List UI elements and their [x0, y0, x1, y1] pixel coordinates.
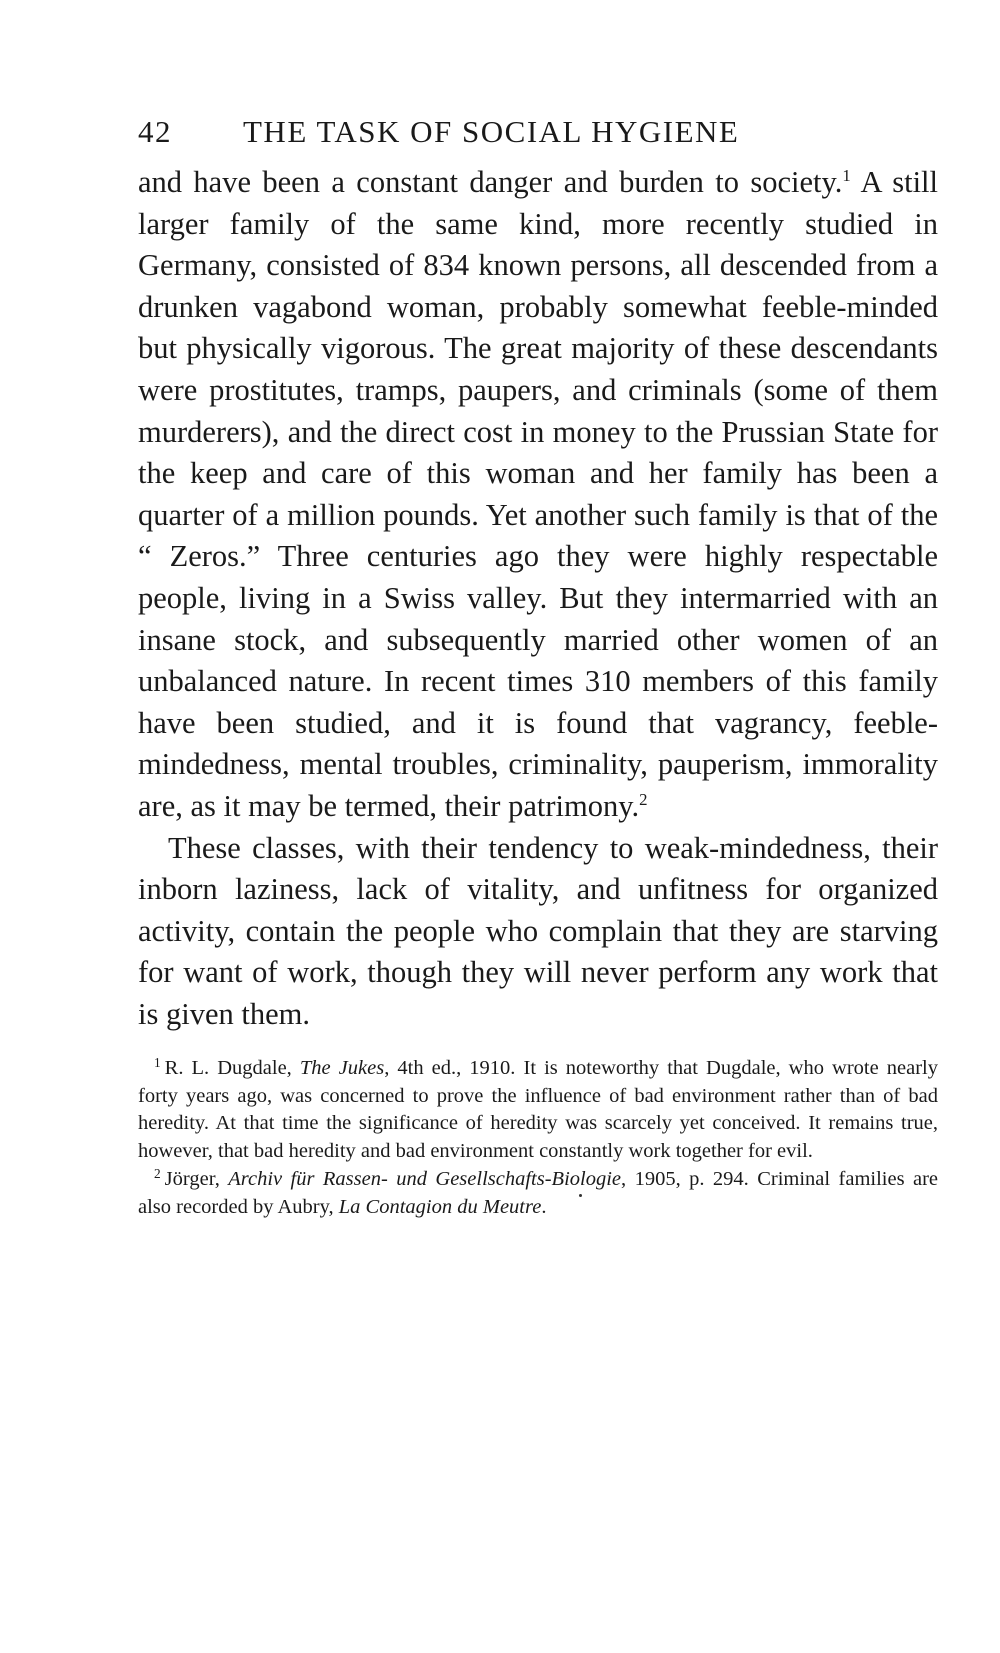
- footnote-reference: 1: [842, 165, 851, 185]
- footnote-text: Jörger,: [164, 1168, 229, 1191]
- paragraph: These classes, with their tendency to weak-mindedness, their inborn laziness, lack of vitality, and unfitness for organized activity, contain the people who complain that they are starving for want of work, though they will never perform any work that is given them.: [138, 830, 938, 1031]
- footnote-mark: 1: [154, 1054, 161, 1070]
- book-page: [138, 108, 938, 1221]
- footnote-text: .: [541, 1195, 547, 1218]
- footnote-1: [138, 1055, 938, 1165]
- footnote-reference: 2: [639, 789, 648, 809]
- paragraph: [138, 162, 938, 828]
- footnote-mark: 2: [154, 1165, 161, 1181]
- ink-speck: [579, 1194, 582, 1197]
- footnote-text: , 4th ed., 1910. It is noteworthy that Dugdale, who wrote nearly forty years ago, was concerned to prove the influence of bad environment rather than of bad heredity. At that time the significance of heredity was scarcely yet conceived. It remains true, however, that bad heredity and bad environment constantly work together for evil.: [138, 1057, 938, 1162]
- paragraph-text: A still larger family of the same kind, more recently studied in Germany, consisted of 834 known persons, all descended from a drunken vagabond woman, probably somewhat feeble-minded but physically vigorous. The great majority of these descendants were prostitutes, tramps, paupers, and criminals (some of them murderers), and the direct cost in money to the Prussian State for the keep and care of this woman and her family has been a quarter of a million pounds. Yet another such family is that of the “ Zeros.” Three centuries ago they were highly respectable people, living in a Swiss valley. But they intermarried with an insane stock, and subsequently married other women of an unbalanced nature. In recent times 310 members of this family have been studied, and it is found that vagrancy, feeble-mindedness, mental troubles, criminality, pauperism, immorality are, as it may be termed, their patrimony.: [138, 165, 938, 823]
- footnote-text: R. L. Dugdale,: [164, 1057, 300, 1080]
- running-title: THE TASK OF SOCIAL HYGIENE: [243, 114, 740, 149]
- footnotes: [138, 1055, 938, 1221]
- running-head: [138, 108, 938, 156]
- page-number: 42: [138, 114, 172, 149]
- cited-title: Archiv für Rassen- und Gesellschafts-Biologie: [228, 1168, 622, 1191]
- body-text: [138, 162, 938, 1035]
- footnote-text: , 1905, p. 294. Criminal families are also recorded by Aubry,: [138, 1168, 938, 1218]
- cited-title: La Contagion du Meutre: [338, 1195, 542, 1218]
- footnote-2: [138, 1166, 938, 1221]
- cited-title: The Jukes: [299, 1057, 385, 1080]
- paragraph-text: and have been a constant danger and burden to society.: [138, 165, 843, 199]
